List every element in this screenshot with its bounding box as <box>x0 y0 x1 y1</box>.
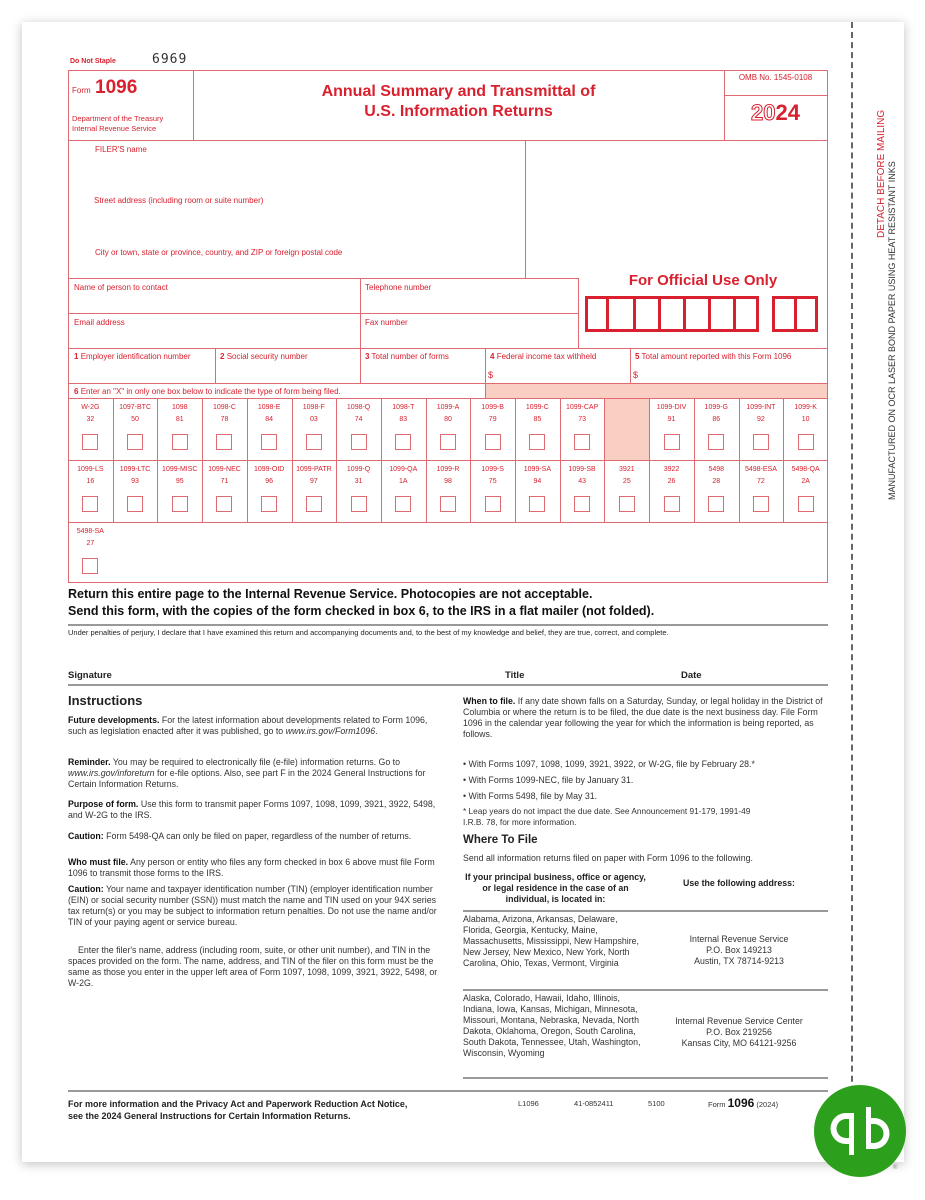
footer-form-word: Form <box>708 1100 726 1109</box>
form-type-cell <box>68 464 113 488</box>
divider <box>724 95 828 96</box>
future-developments: Future developments. For the latest information about developments related to Form 1096, such as legislation enacted after it was published, go to www.irs.gov/Form1096. <box>68 715 428 736</box>
box1-number: 1 <box>74 352 79 361</box>
divider <box>68 348 828 349</box>
form-type-cell <box>157 464 202 488</box>
form-type-checkbox[interactable] <box>351 434 367 450</box>
form-type-checkbox[interactable] <box>664 496 680 512</box>
box5-currency: $ <box>633 370 639 380</box>
form-type-cell <box>202 464 247 488</box>
privacy-notice <box>68 1098 407 1122</box>
address-line: Internal Revenue Service <box>689 934 789 944</box>
form-type-name: 1099-R <box>436 466 460 473</box>
privacy-line1: For more information and the Privacy Act and Paperwork Reduction Act Notice, <box>68 1099 408 1109</box>
shaded-cell <box>605 399 649 460</box>
box1-ein-field[interactable] <box>74 352 191 361</box>
form-type-cell <box>739 402 784 426</box>
form-type-code: 75 <box>488 478 497 485</box>
where-to-file-intro: Send all information returns filed on paper with Form 1096 to the following. <box>463 853 753 863</box>
title-line2: U.S. Information Returns <box>364 103 553 120</box>
form-type-cell <box>515 402 560 426</box>
who-must-file-body: Any person or entity who files any form checked in box 6 above must file Form 1096 to transmit those forms to the IRS. <box>68 857 435 878</box>
box4-label: Federal income tax withheld <box>496 352 597 361</box>
table-header-address: Use the following address: <box>683 878 795 888</box>
box2-label: Social security number <box>226 352 308 361</box>
deadline-bullet-2: • With Forms 1099-NEC, file by January 31. <box>463 775 634 785</box>
form-type-checkbox[interactable] <box>127 496 143 512</box>
form-type-code: 95 <box>175 478 184 485</box>
form-type-cell <box>426 402 471 426</box>
form-type-cell <box>560 464 605 488</box>
form-type-checkbox[interactable] <box>440 496 456 512</box>
form-type-checkbox[interactable] <box>798 496 814 512</box>
form-type-cell <box>113 402 158 426</box>
form-type-code: 98 <box>444 478 452 485</box>
form-type-cell <box>649 464 694 488</box>
box5-number: 5 <box>635 352 640 361</box>
title-field[interactable]: Title <box>505 670 525 681</box>
future-developments-heading: Future developments. <box>68 715 160 725</box>
form-type-cell <box>336 464 381 488</box>
reminder <box>68 757 438 790</box>
form-type-cell <box>292 402 337 426</box>
form-type-cell <box>113 464 158 488</box>
form-type-cell <box>694 402 739 426</box>
form-type-name: 1099-OID <box>253 466 285 473</box>
box6-instruction <box>74 387 341 396</box>
privacy-line2: see the 2024 General Instructions for Certain Information Returns. <box>68 1111 351 1121</box>
form-type-name: 1099-DIV <box>656 404 687 411</box>
divider <box>463 1077 828 1079</box>
form-type-cell <box>202 402 247 426</box>
states-group-2: Alaska, Colorado, Hawaii, Idaho, Illinois, Indiana, Iowa, Kansas, Michigan, Minnesota, Missouri, Montana, Nebraska, Nevada, North Dakota, Oklahoma, Oregon, South Carolina, South Dakota, Tennessee, Utah, Washington, Wisconsin, Wyoming <box>463 993 641 1058</box>
registered-mark: ® <box>893 1165 898 1171</box>
form-type-checkbox[interactable] <box>395 434 411 450</box>
form-type-checkbox[interactable] <box>395 496 411 512</box>
return-notice-line1: Return this entire page to the Internal Revenue Service. Photocopies are not acceptable. <box>68 587 593 601</box>
form-type-checkbox[interactable] <box>127 434 143 450</box>
caution-heading: Caution: <box>68 831 104 841</box>
form-type-name: 5498 <box>708 466 725 473</box>
irs-form1096-link[interactable]: www.irs.gov/Form1096 <box>285 726 376 736</box>
divider <box>68 624 828 626</box>
year-solid: 24 <box>775 100 800 125</box>
form-type-code: 81 <box>175 416 184 423</box>
form-type-checkbox[interactable] <box>574 434 590 450</box>
form-type-checkbox[interactable] <box>306 496 322 512</box>
form-type-code: 91 <box>667 416 676 423</box>
form-type-code: 79 <box>488 416 497 423</box>
divider <box>708 296 711 332</box>
department-line2: Internal Revenue Service <box>72 124 157 133</box>
divider <box>733 296 736 332</box>
form-type-checkbox[interactable] <box>529 496 545 512</box>
form-type-code: 32 <box>86 416 95 423</box>
form-type-name: 1099-G <box>704 404 728 411</box>
form-type-code: 28 <box>712 478 721 485</box>
deadline-bullet-3: • With Forms 5498, file by May 31. <box>463 791 598 801</box>
form-type-checkbox[interactable] <box>306 434 322 450</box>
box4-federal-tax-field[interactable] <box>490 352 596 361</box>
who-must-file <box>68 857 438 879</box>
form-type-name: 1099-NEC <box>208 466 241 473</box>
instructions-heading: Instructions <box>68 693 143 708</box>
divider <box>215 348 216 383</box>
reminder-body-continued: for e-file options. Also, see part F in the 2024 General Instructions for Certain Information Returns. <box>68 768 426 789</box>
form-type-checkbox[interactable] <box>485 496 501 512</box>
form-word: Form <box>72 86 91 95</box>
where-to-file-heading: Where To File <box>463 834 538 846</box>
quickbooks-logo-icon <box>814 1085 906 1177</box>
telephone-field[interactable]: Telephone number <box>365 283 432 292</box>
future-developments-body: For the latest information about developments related to Form 1096, such as legislation enacted after it was published, go to <box>68 715 428 736</box>
form-type-code: 97 <box>309 478 318 485</box>
irs-inforeturn-link[interactable]: www.irs.gov/inforeturn <box>68 768 155 778</box>
perjury-statement: Under penalties of perjury, I declare that I have examined this return and accompanying documents and, to the best of my knowledge and belief, they are true, correct, and complete. <box>68 628 669 637</box>
form-type-code: 73 <box>578 416 586 423</box>
footer-form-number: 1096 <box>727 1096 755 1110</box>
when-to-file <box>463 696 829 740</box>
form-type-name: 1099-C <box>525 404 549 411</box>
form-type-code: 83 <box>399 416 408 423</box>
form-type-checkbox[interactable] <box>708 496 724 512</box>
form-type-checkbox[interactable] <box>261 434 277 450</box>
form-type-cell <box>157 402 202 426</box>
purpose-of-form <box>68 799 438 821</box>
purpose-body: Use this form to transmit paper Forms 1097, 1098, 1099, 3921, 3922, 5498, and W-2G to the IRS. <box>68 799 436 820</box>
form-type-checkbox[interactable] <box>708 434 724 450</box>
divider <box>360 348 361 383</box>
reminder-heading: Reminder. <box>68 757 111 767</box>
form-type-code: 93 <box>131 478 139 485</box>
box4-number: 4 <box>490 352 495 361</box>
divider <box>68 278 578 279</box>
purpose-heading: Purpose of form. <box>68 799 139 809</box>
form-type-name: 1099-B <box>481 404 504 411</box>
form-type-name: 3921 <box>619 466 635 473</box>
form-type-checkbox[interactable] <box>485 434 501 450</box>
form-type-cell <box>247 402 292 426</box>
date-field[interactable]: Date <box>681 670 702 681</box>
form-type-code: 25 <box>622 478 631 485</box>
form-type-checkbox[interactable] <box>619 496 635 512</box>
states-group-1: Alabama, Arizona, Arkansas, Delaware, Florida, Georgia, Kentucky, Maine, Massachusetts, Mississippi, New Hampshire, New Jersey, New Mexico, New York, North Carolina, Ohio, Texas, Vermont, Virginia <box>463 914 639 968</box>
divider <box>683 296 686 332</box>
form-type-cell <box>426 464 471 488</box>
form-type-name: 1099-LS <box>77 466 104 473</box>
footer-form-year: (2024) <box>756 1100 779 1109</box>
form-type-name: 1099-PATR <box>296 466 332 473</box>
when-to-file-body: If any date shown falls on a Saturday, Sunday, or legal holiday in the District of Columbia or where the return is to be filed, the due date is the next business day. File Form 1096 in the calendar year following the year for which the information is being reported, as follows. <box>463 696 823 739</box>
form-type-name: 1098-C <box>212 404 236 411</box>
form-type-name: 1098 <box>171 404 188 411</box>
form-number: 1096 <box>95 77 138 98</box>
form-type-checkbox[interactable] <box>753 496 769 512</box>
divider <box>68 684 828 686</box>
caution-tin <box>68 884 438 928</box>
caution-tin-body: Your name and taxpayer identification number (TIN) (employer identification number (EIN) or social security number (SSN)) must match the name and TIN used on your 94X series tax return(s) or you may be subject to information return penalties. Do not use the name and/or TIN of your paying agent or service bureau. <box>68 884 437 927</box>
form-type-cell <box>783 464 828 488</box>
form-type-checkbox[interactable] <box>529 434 545 450</box>
filer-name-field[interactable]: FILER'S name <box>95 145 147 154</box>
form-type-code: 86 <box>712 416 721 423</box>
catalog-code: L1096 <box>518 1099 539 1108</box>
form-type-cell <box>470 464 515 488</box>
form-type-checkbox[interactable] <box>172 496 188 512</box>
divider <box>68 313 578 314</box>
form-type-code: 85 <box>533 416 542 423</box>
box3-number: 3 <box>365 352 370 361</box>
form-type-checkbox[interactable] <box>216 434 232 450</box>
form-type-checkbox[interactable] <box>82 558 98 574</box>
form-type-cell <box>247 464 292 488</box>
form-type-code: 31 <box>354 478 363 485</box>
fax-field[interactable]: Fax number <box>365 318 408 327</box>
form-type-name: 5498-ESA <box>744 466 777 473</box>
form-type-code: 92 <box>757 416 765 423</box>
city-state-zip-field[interactable]: City or town, state or province, country, and ZIP or foreign postal code <box>95 248 343 257</box>
form-type-name: 5498-QA <box>791 466 820 473</box>
tax-year <box>724 100 827 126</box>
form-type-code: 84 <box>265 416 274 423</box>
form-type-code: 50 <box>131 416 139 423</box>
title-line1: Annual Summary and Transmittal of <box>321 83 596 100</box>
address-line: Internal Revenue Service Center <box>675 1016 803 1026</box>
shaded-area <box>485 384 827 398</box>
footer-form-id <box>708 1096 778 1110</box>
address-kansas-city <box>650 1016 828 1049</box>
divider <box>485 383 486 398</box>
contact-person-field[interactable]: Name of person to contact <box>74 283 168 292</box>
box1-label: Employer identification number <box>80 352 191 361</box>
deadline-bullet-1: • With Forms 1097, 1098, 1099, 3921, 3922, or W-2G, file by February 28.* <box>463 759 755 769</box>
form-type-checkbox[interactable] <box>798 434 814 450</box>
caution-5498qa <box>68 831 438 842</box>
address-line: P.O. Box 219256 <box>706 1027 772 1037</box>
form-type-code: 26 <box>667 478 676 485</box>
form-type-name: 1099-K <box>794 404 817 411</box>
box2-number: 2 <box>220 352 225 361</box>
form-type-cell <box>604 464 649 488</box>
form-type-name: 1098-F <box>302 404 325 411</box>
official-use-box <box>585 296 609 332</box>
leap-year-note: * Leap years do not impact the due date. See Announcement 91-179, 1991-49 I.R.B. 78, for more information. <box>463 806 751 827</box>
form-type-code: 03 <box>309 416 318 423</box>
table-header-location: If your principal business, office or agency, or legal residence in the case of an individual, is located in: <box>465 872 646 904</box>
form-type-code: 1A <box>399 478 408 485</box>
official-use-label: For Official Use Only <box>628 272 778 289</box>
divider <box>68 460 828 461</box>
form-title <box>193 82 724 122</box>
department-line1: Department of the Treasury <box>72 114 164 123</box>
divider <box>630 348 631 383</box>
do-not-staple-label: Do Not Staple <box>70 58 116 65</box>
divider <box>68 1090 828 1092</box>
form-type-checkbox[interactable] <box>172 434 188 450</box>
form-type-name: 1099-QA <box>389 466 418 473</box>
form-type-name: 1099-INT <box>746 404 776 411</box>
form-type-cell <box>336 402 381 426</box>
divider <box>633 296 636 332</box>
return-notice-line2: Send this form, with the copies of the form checked in box 6, to the IRS in a flat mailer (not folded). <box>68 604 655 618</box>
perforation-line <box>851 22 853 1162</box>
divider <box>658 296 661 332</box>
form-type-cell <box>68 526 113 550</box>
form-type-name: 1099-SA <box>523 466 552 473</box>
divider <box>794 296 797 332</box>
form-type-cell <box>560 402 605 426</box>
form-type-checkbox[interactable] <box>574 496 590 512</box>
form-type-code: 10 <box>801 416 810 423</box>
form-type-code: 72 <box>757 478 765 485</box>
form-type-name: W-2G <box>81 404 100 411</box>
form-type-name: 1099-CAP <box>565 404 599 411</box>
form-type-code: 27 <box>86 540 95 547</box>
box6-label: Enter an "X" in only one box below to indicate the type of form being filed. <box>80 387 341 396</box>
form-type-checkbox[interactable] <box>440 434 456 450</box>
form-type-name: 1099-Q <box>346 466 371 473</box>
form-type-name: 1098-E <box>257 404 281 411</box>
reminder-body: You may be required to electronically file (e-file) information returns. Go to <box>112 757 401 767</box>
form-type-name: 3922 <box>663 466 680 473</box>
form-type-code: 78 <box>220 416 229 423</box>
form-type-code: 71 <box>220 478 229 485</box>
form-type-cell <box>649 402 694 426</box>
divider <box>463 910 828 912</box>
caution-tin-heading: Caution: <box>68 884 104 894</box>
address-line: P.O. Box 149213 <box>706 945 772 955</box>
email-field[interactable]: Email address <box>74 318 125 327</box>
box2-ssn-field[interactable] <box>220 352 308 361</box>
form-type-cell <box>515 464 560 488</box>
form-type-cell <box>68 402 113 426</box>
return-notice <box>68 586 654 620</box>
caution-body: Form 5498-QA can only be filed on paper, regardless of the number of returns. <box>106 831 412 841</box>
handwritten-number: 6969 <box>152 52 188 67</box>
form-type-cell <box>694 464 739 488</box>
divider <box>68 522 828 523</box>
box4-currency: $ <box>488 370 494 380</box>
stock-code: 5100 <box>648 1099 665 1108</box>
box6-number: 6 <box>74 387 79 396</box>
form-type-checkbox[interactable] <box>351 496 367 512</box>
form-type-name: 1099-MISC <box>162 466 198 473</box>
form-type-code: 43 <box>578 478 586 485</box>
box3-label: Total number of forms <box>371 352 449 361</box>
form-type-code: 96 <box>265 478 274 485</box>
form-type-checkbox[interactable] <box>82 434 98 450</box>
address-line: Austin, TX 78714-9213 <box>694 956 784 966</box>
form-type-name: 1097-BTC <box>119 404 151 411</box>
department-label <box>72 114 163 134</box>
form-type-name: 1099-LTC <box>119 466 151 473</box>
year-outline: 20 <box>751 100 776 125</box>
form-type-name: 1099-S <box>481 466 504 473</box>
signature-field[interactable]: Signature <box>68 670 112 681</box>
form-type-name: 1098-T <box>392 404 415 411</box>
form-type-checkbox[interactable] <box>753 434 769 450</box>
form-type-code: 74 <box>354 416 363 423</box>
form-type-cell <box>381 464 426 488</box>
omb-number: OMB No. 1545-0108 <box>738 73 813 82</box>
form-type-code: 80 <box>444 416 452 423</box>
form-type-name: 5498-SA <box>76 528 104 535</box>
enter-filer-info: Enter the filer's name, address (including room, suite, or other unit number), and TIN in the spaces provided on the form. The name, address, and TIN of the filer on this form must be the same as those you enter in the upper left area of Form 1097, 1098, 1099, 3921, 3922, 5498, or W-2G. <box>68 945 438 988</box>
divider <box>463 989 828 991</box>
street-address-field[interactable]: Street address (including room or suite number) <box>94 196 264 205</box>
box3-total-forms-field[interactable] <box>365 352 449 361</box>
address-austin <box>650 934 828 967</box>
form-type-checkbox[interactable] <box>261 496 277 512</box>
divider <box>525 140 526 278</box>
form-type-code: 94 <box>533 478 542 485</box>
form-type-checkbox[interactable] <box>664 434 680 450</box>
form-type-checkbox[interactable] <box>216 496 232 512</box>
box5-label: Total amount reported with this Form 1096 <box>641 352 792 361</box>
form-type-code: 16 <box>86 478 95 485</box>
form-type-checkbox[interactable] <box>82 496 98 512</box>
form-type-cell <box>292 464 337 488</box>
address-line: Kansas City, MO 64121-9256 <box>681 1038 797 1048</box>
detach-label: DETACH BEFORE MAILING <box>876 109 887 238</box>
form-type-cell <box>381 402 426 426</box>
form-type-name: 1098-Q <box>346 404 371 411</box>
form-type-code: 2A <box>801 478 810 485</box>
form-type-cell <box>470 402 515 426</box>
divider <box>68 140 828 141</box>
form-type-cell <box>783 402 828 426</box>
divider <box>485 348 486 383</box>
form-type-name: 1099-A <box>436 404 460 411</box>
box5-total-amount-field[interactable] <box>635 352 791 361</box>
who-must-file-heading: Who must file. <box>68 857 129 867</box>
vendor-code: 41-0852411 <box>574 1099 614 1108</box>
form-type-name: 1099-SB <box>568 466 596 473</box>
when-to-file-heading: When to file. <box>463 696 516 706</box>
divider <box>68 398 828 399</box>
form-type-cell <box>739 464 784 488</box>
